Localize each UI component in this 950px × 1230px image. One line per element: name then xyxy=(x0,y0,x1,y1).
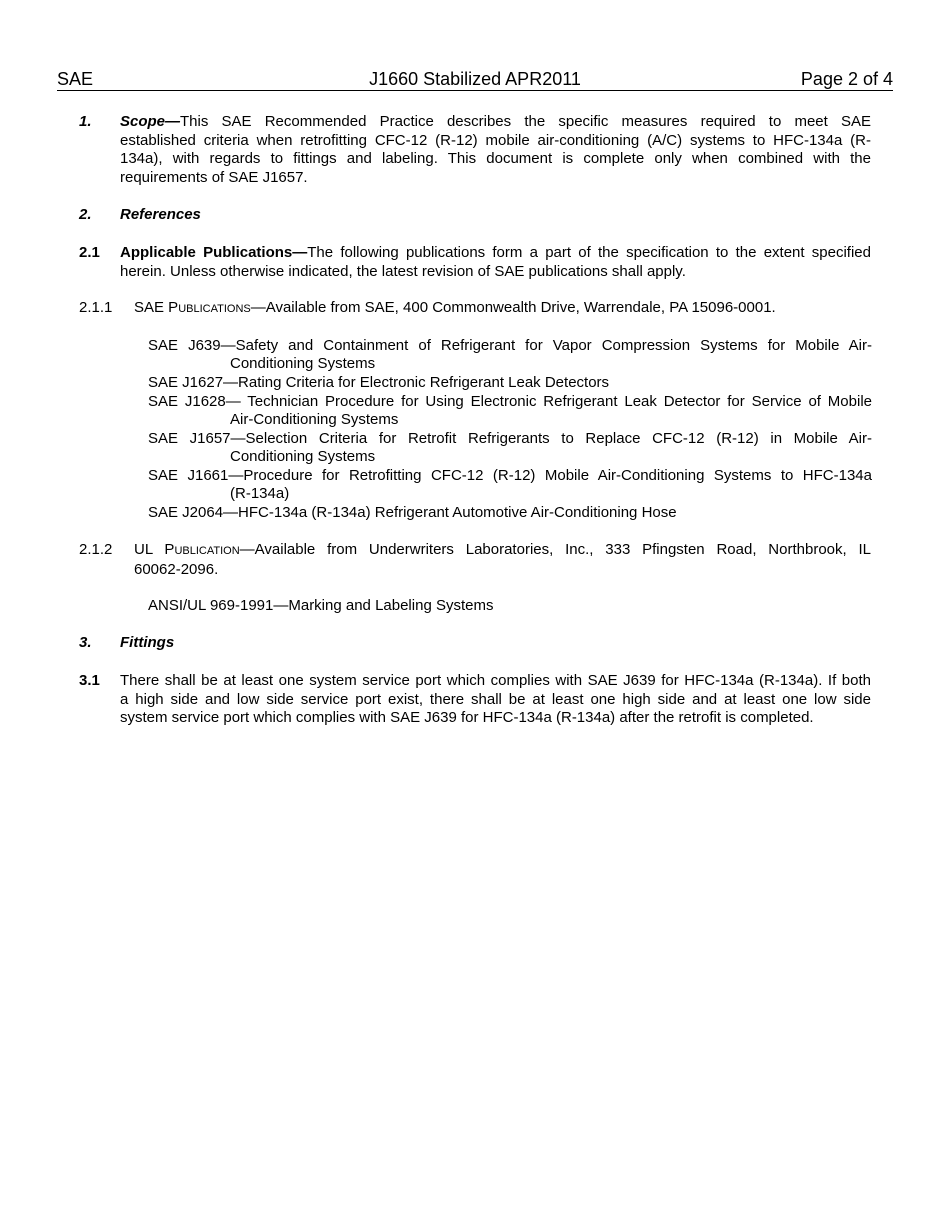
section-2-1-line-1: The following publications form a part of the specification to the extent specified xyxy=(307,244,871,261)
section-1-line-2: established criteria when retrofitting CFC-12 (R-12) mobile air-conditioning (A/C) systems to HFC-134a (R- xyxy=(120,131,871,149)
section-2-1-2-number: 2.1.2 xyxy=(79,541,113,558)
section-2-1-2-sc-rest: UBLICATION xyxy=(174,545,240,557)
ref-j1661-line-2: (R-134a) xyxy=(230,485,290,502)
section-2-1-title: Applicable Publications— xyxy=(120,244,308,261)
ref-j1628-line-2: Air-Conditioning Systems xyxy=(230,411,399,428)
ref-j1657-line-1: SAE J1657—Selection Criteria for Retrofit Refrigerants to Replace CFC-12 (R-12) in Mobile Air- xyxy=(148,430,872,447)
section-3-title: Fittings xyxy=(120,634,175,651)
section-1-number: 1. xyxy=(79,113,92,130)
header-page-number: Page 2 of 4 xyxy=(800,69,893,89)
section-2-1-2-line-1: —Available from Underwriters Laboratories, Inc., 333 Pfingsten Road, Northbrook, IL xyxy=(239,541,872,558)
section-2-title: References xyxy=(120,206,201,223)
ref-j1657-line-2: Conditioning Systems xyxy=(230,448,376,465)
header-doc-id: J1660 Stabilized APR2011 xyxy=(369,69,581,89)
section-3-number: 3. xyxy=(79,634,92,651)
ref-j2064: SAE J2064—HFC-134a (R-134a) Refrigerant Automotive Air-Conditioning Hose xyxy=(148,504,677,521)
section-1-title: Scope— xyxy=(120,113,181,130)
ref-j639-line-1: SAE J639—Safety and Containment of Refrigerant for Vapor Compression Systems for Mobile Air- xyxy=(148,337,872,354)
section-3-1-number: 3.1 xyxy=(79,672,100,689)
ref-j1627: SAE J1627—Rating Criteria for Electronic Refrigerant Leak Detectors xyxy=(148,374,610,391)
section-2-1-1-number: 2.1.1 xyxy=(79,299,113,316)
section-2-1-2-body xyxy=(134,541,871,579)
ref-ansi-ul-969: ANSI/UL 969-1991—Marking and Labeling Systems xyxy=(148,597,494,614)
section-2-1-body xyxy=(120,244,871,281)
section-2-1-1-sc-first: SAE P xyxy=(134,299,179,316)
section-1-line-1: This SAE Recommended Practice describes the specific measures required to meet SAE xyxy=(180,113,871,130)
header-org: SAE xyxy=(57,69,94,89)
section-2-1-2-line-2: 60062-2096. xyxy=(134,560,219,578)
section-2-1-2-sc-first: UL P xyxy=(134,541,175,558)
section-2-1-1-body xyxy=(134,299,776,319)
section-3-1-line-3: system service port which complies with SAE J639 for HFC-134a (R-134a) after the retrofit is completed. xyxy=(120,709,814,726)
section-2-1-1-sc-rest: UBLICATIONS xyxy=(178,303,251,315)
section-2-1-line-2: herein. Unless otherwise indicated, the latest revision of SAE publications shall apply. xyxy=(120,262,686,280)
section-1-line-3: 134a), with regards to fittings and labeling. This document is complete only when combined with the xyxy=(120,150,871,167)
ref-j1661-line-1: SAE J1661—Procedure for Retrofitting CFC-12 (R-12) Mobile Air-Conditioning Systems to HFC-134a xyxy=(148,467,872,484)
section-3-1-line-1: There shall be at least one system service port which complies with SAE J639 for HFC-134a (R-134a). If both xyxy=(120,672,871,689)
section-3-1-line-2: a high side and low side service port exist, there shall be at least one high side and at least one low side xyxy=(120,690,871,708)
page-header xyxy=(57,68,893,91)
section-1-scope xyxy=(120,113,871,187)
section-2-1-number: 2.1 xyxy=(79,244,100,261)
section-2-1-1-text: —Available from SAE, 400 Commonwealth Drive, Warrendale, PA 15096-0001. xyxy=(250,299,776,316)
section-3-1-body xyxy=(120,672,871,728)
ref-j639-line-2: Conditioning Systems xyxy=(230,355,376,372)
section-2-number: 2. xyxy=(79,206,92,223)
ref-j1628-line-1: SAE J1628— Technician Procedure for Using Electronic Refrigerant Leak Detector for Service of Mobile xyxy=(148,393,872,410)
section-1-line-4: requirements of SAE J1657. xyxy=(120,168,308,186)
